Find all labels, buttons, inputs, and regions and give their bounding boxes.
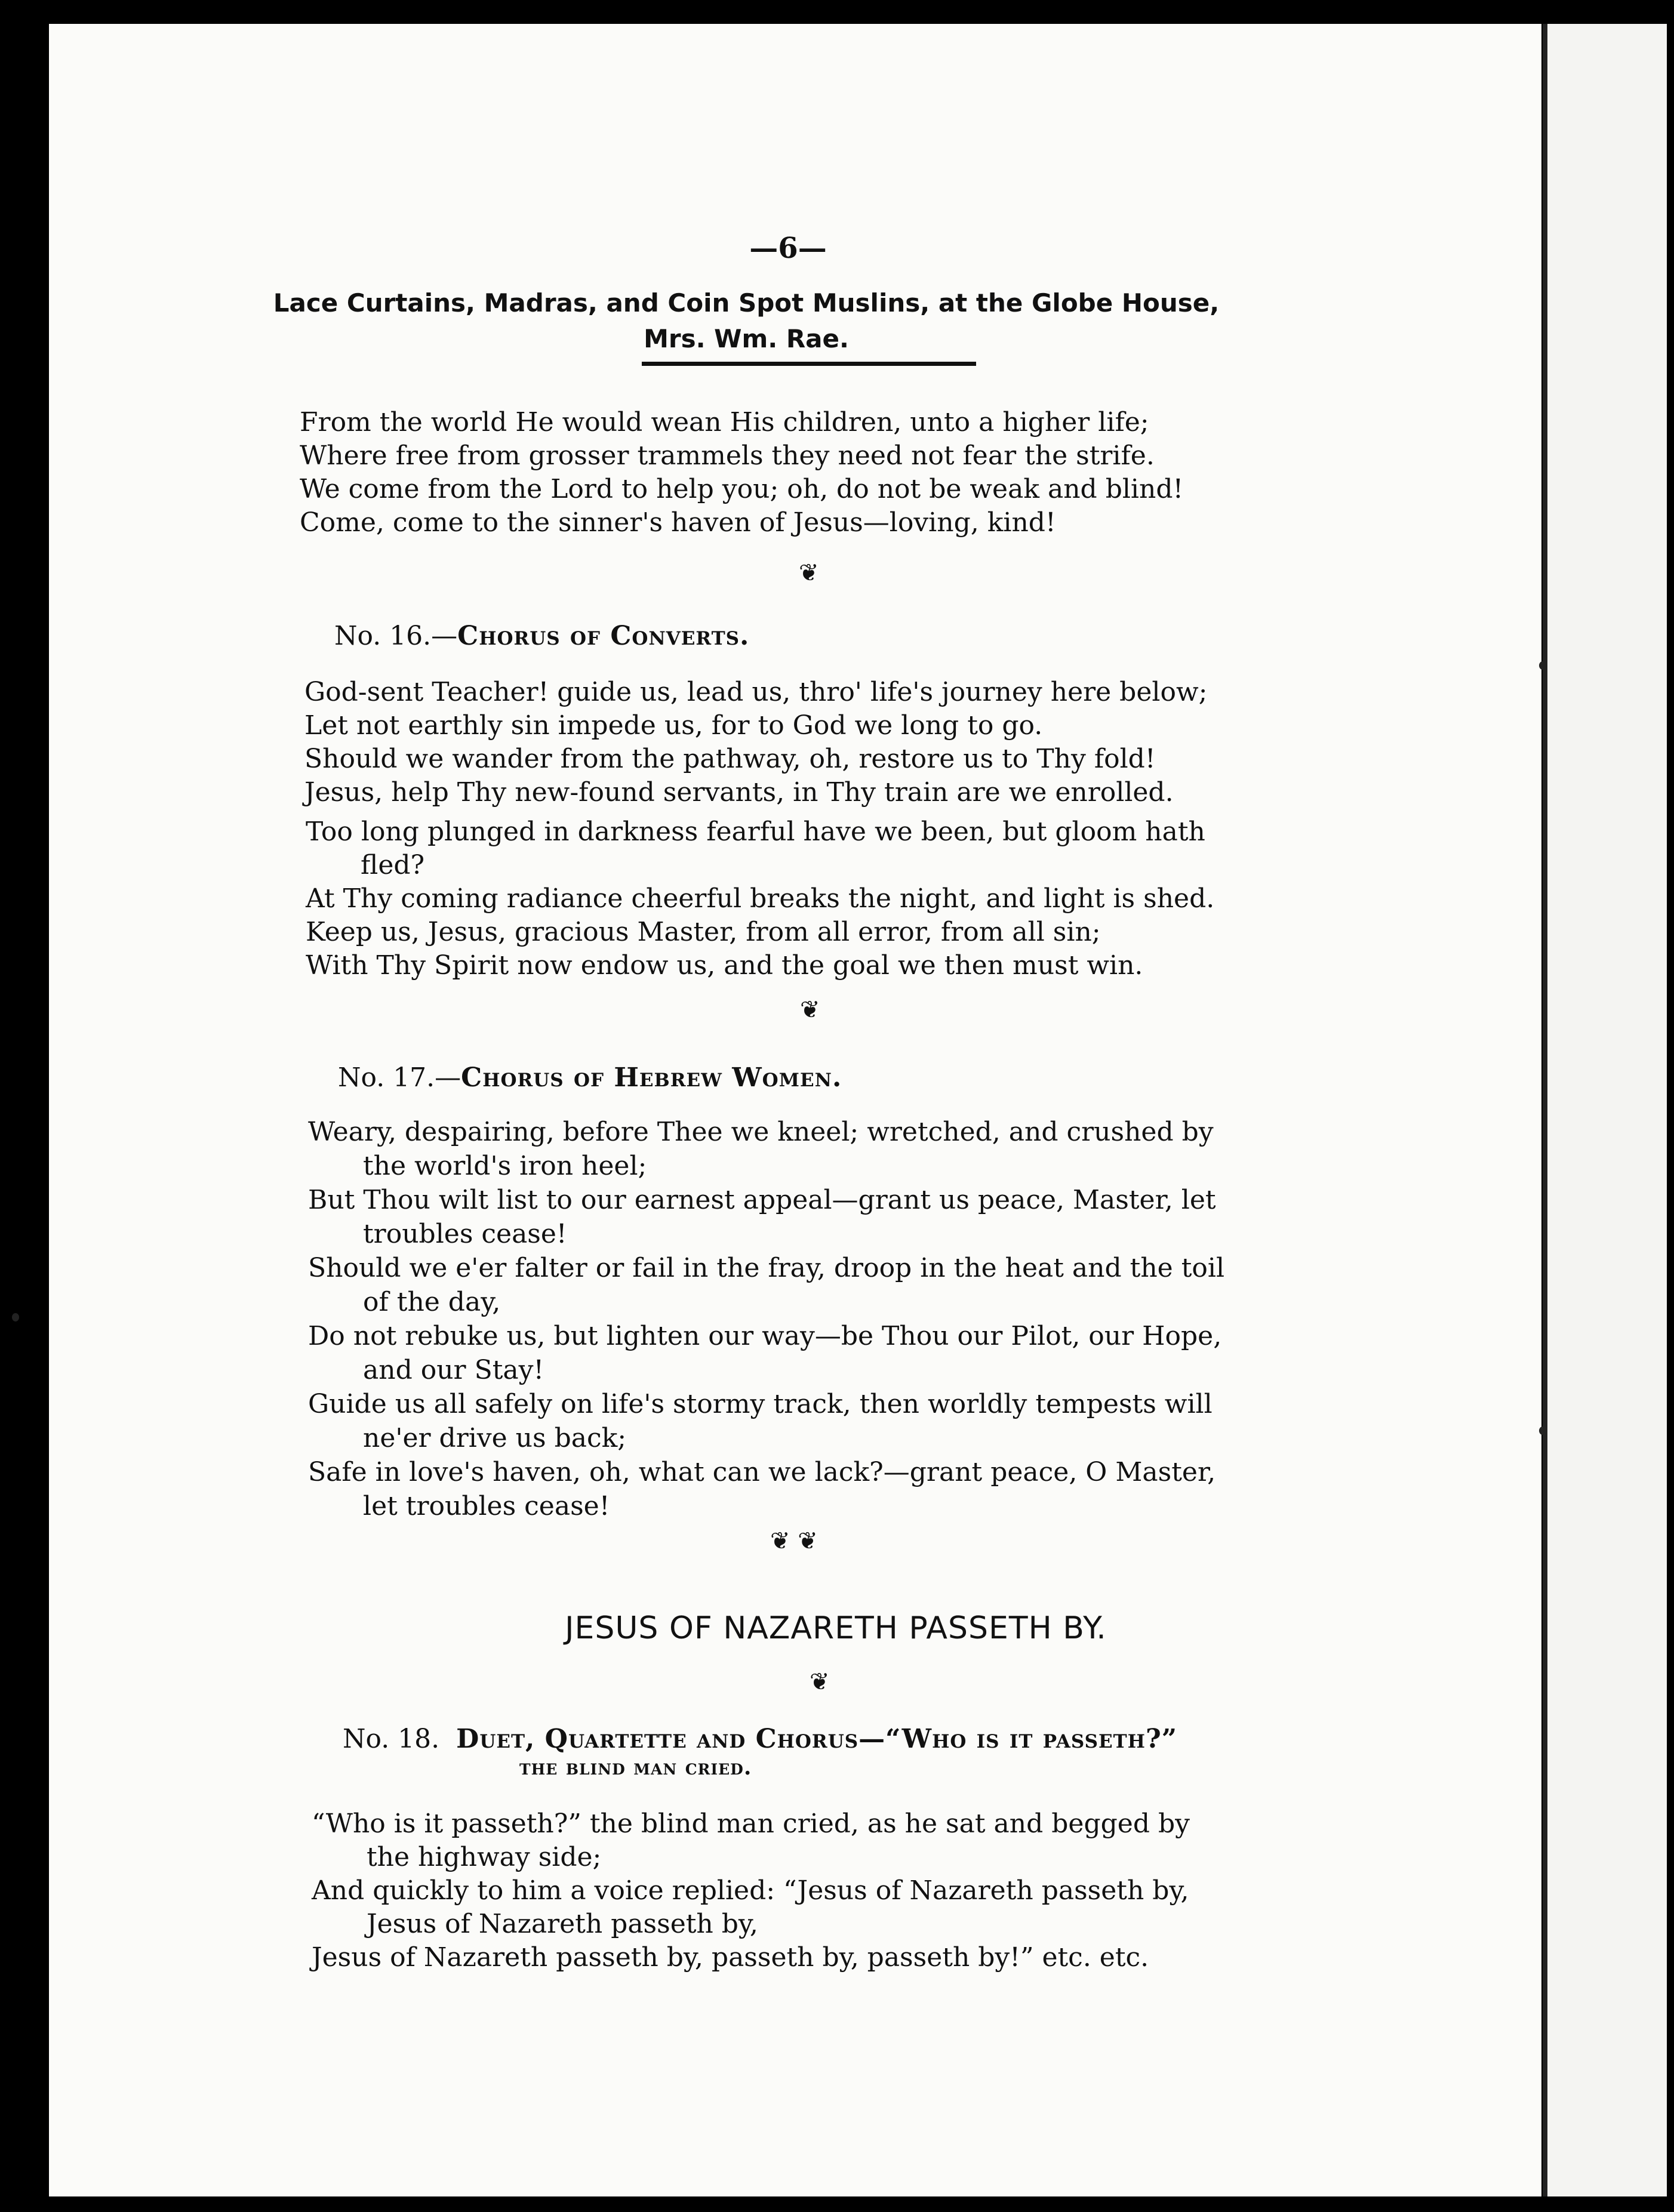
no17-title: Chorus of Hebrew Women. [461,1062,842,1093]
verse-line: Come, come to the sinner's haven of Jesus—loving, kind! [300,507,1056,538]
verse-line: troubles cease! [363,1219,567,1249]
verse-line: Should we e'er falter or fail in the fray, droop in the heat and the toil [308,1253,1225,1283]
verse-line: the world's iron heel; [363,1151,647,1181]
no17-heading [338,1062,842,1093]
verse-line: And quickly to him a voice replied: “Jesus of Nazareth passeth by, [312,1875,1189,1906]
fleuron-ornament: ❦ [799,559,819,587]
verse-line: Jesus of Nazareth passeth by, [367,1909,758,1939]
verse-line: Jesus of Nazareth passeth by, passeth by, passeth by!” etc. etc. [312,1942,1149,1973]
section-title: JESUS OF NAZARETH PASSETH BY. [565,1610,1107,1646]
no18-heading [343,1724,1177,1754]
verse-line: and our Stay! [363,1355,544,1385]
adjacent-page-strip [1547,24,1667,2196]
verse-line: the highway side; [367,1842,602,1872]
scan-speck [1539,661,1546,670]
no18-number: No. 18. [343,1724,440,1754]
verse-line: Do not rebuke us, but lighten our way—be Thou our Pilot, our Hope, [308,1321,1222,1351]
verse-line: of the day, [363,1287,501,1317]
intro-verse [300,406,1183,540]
no16-heading [334,621,749,651]
fleuron-ornament-pair: ❦ ❦ [770,1527,818,1555]
verse-line: Jesus, help Thy new-found servants, in Thy train are we enrolled. [304,777,1174,808]
verse-line: Guide us all safely on life's stormy track, then worldly tempests will [308,1389,1213,1419]
verse-line: fled? [361,850,425,880]
advertisement-line-1: Lace Curtains, Madras, and Coin Spot Muslins, at the Globe House, [273,288,1220,318]
verse-line: Too long plunged in darkness fearful have we been, but gloom hath [306,817,1205,847]
scan-speck [1539,1427,1546,1435]
no16-number: No. 16.— [334,621,458,651]
verse-line: let troubles cease! [363,1491,610,1521]
no17-number: No. 17.— [338,1062,461,1093]
verse-line: With Thy Spirit now endow us, and the goal we then must win. [306,950,1143,981]
no18-verse [312,1807,1190,1974]
scan-speck [12,1313,19,1321]
advertisement-line-2: Mrs. Wm. Rae. [644,324,849,353]
verse-line: Let not earthly sin impede us, for to God we long to go. [304,710,1043,741]
no16-title: Chorus of Converts. [457,621,750,651]
verse-line: From the world He would wean His children, unto a higher life; [300,407,1149,438]
no17-verse [308,1115,1224,1523]
no16-stanza-1 [304,676,1207,809]
verse-line: ne'er drive us back; [363,1423,627,1453]
verse-line: Keep us, Jesus, gracious Master, from all error, from all sin; [306,917,1101,947]
verse-line: Where free from grosser trammels they need not fear the strife. [300,440,1155,471]
no18-subtitle: the blind man cried. [519,1755,752,1780]
fleuron-ornament: ❦ [810,1668,830,1696]
fleuron-ornament: ❦ [800,996,820,1024]
verse-line: Should we wander from the pathway, oh, restore us to Thy fold! [304,744,1156,774]
page-number: —6— [749,232,827,265]
verse-line: “Who is it passeth?” the blind man cried, as he sat and begged by [312,1809,1190,1839]
no18-title: Duet, Quartette and Chorus—“Who is it passeth?” [456,1724,1178,1754]
verse-line: We come from the Lord to help you; oh, do not be weak and blind! [300,474,1184,504]
verse-line: God-sent Teacher! guide us, lead us, thro' life's journey here below; [304,677,1208,707]
no16-stanza-2 [306,815,1214,982]
verse-line: Safe in love's haven, oh, what can we lack?—grant peace, O Master, [308,1457,1216,1487]
verse-line: At Thy coming radiance cheerful breaks the night, and light is shed. [306,883,1215,914]
verse-line: But Thou wilt list to our earnest appeal—grant us peace, Master, let [308,1185,1216,1215]
verse-line: Weary, despairing, before Thee we kneel; wretched, and crushed by [308,1117,1214,1147]
advertisement [179,285,1313,357]
header-rule [642,362,976,366]
